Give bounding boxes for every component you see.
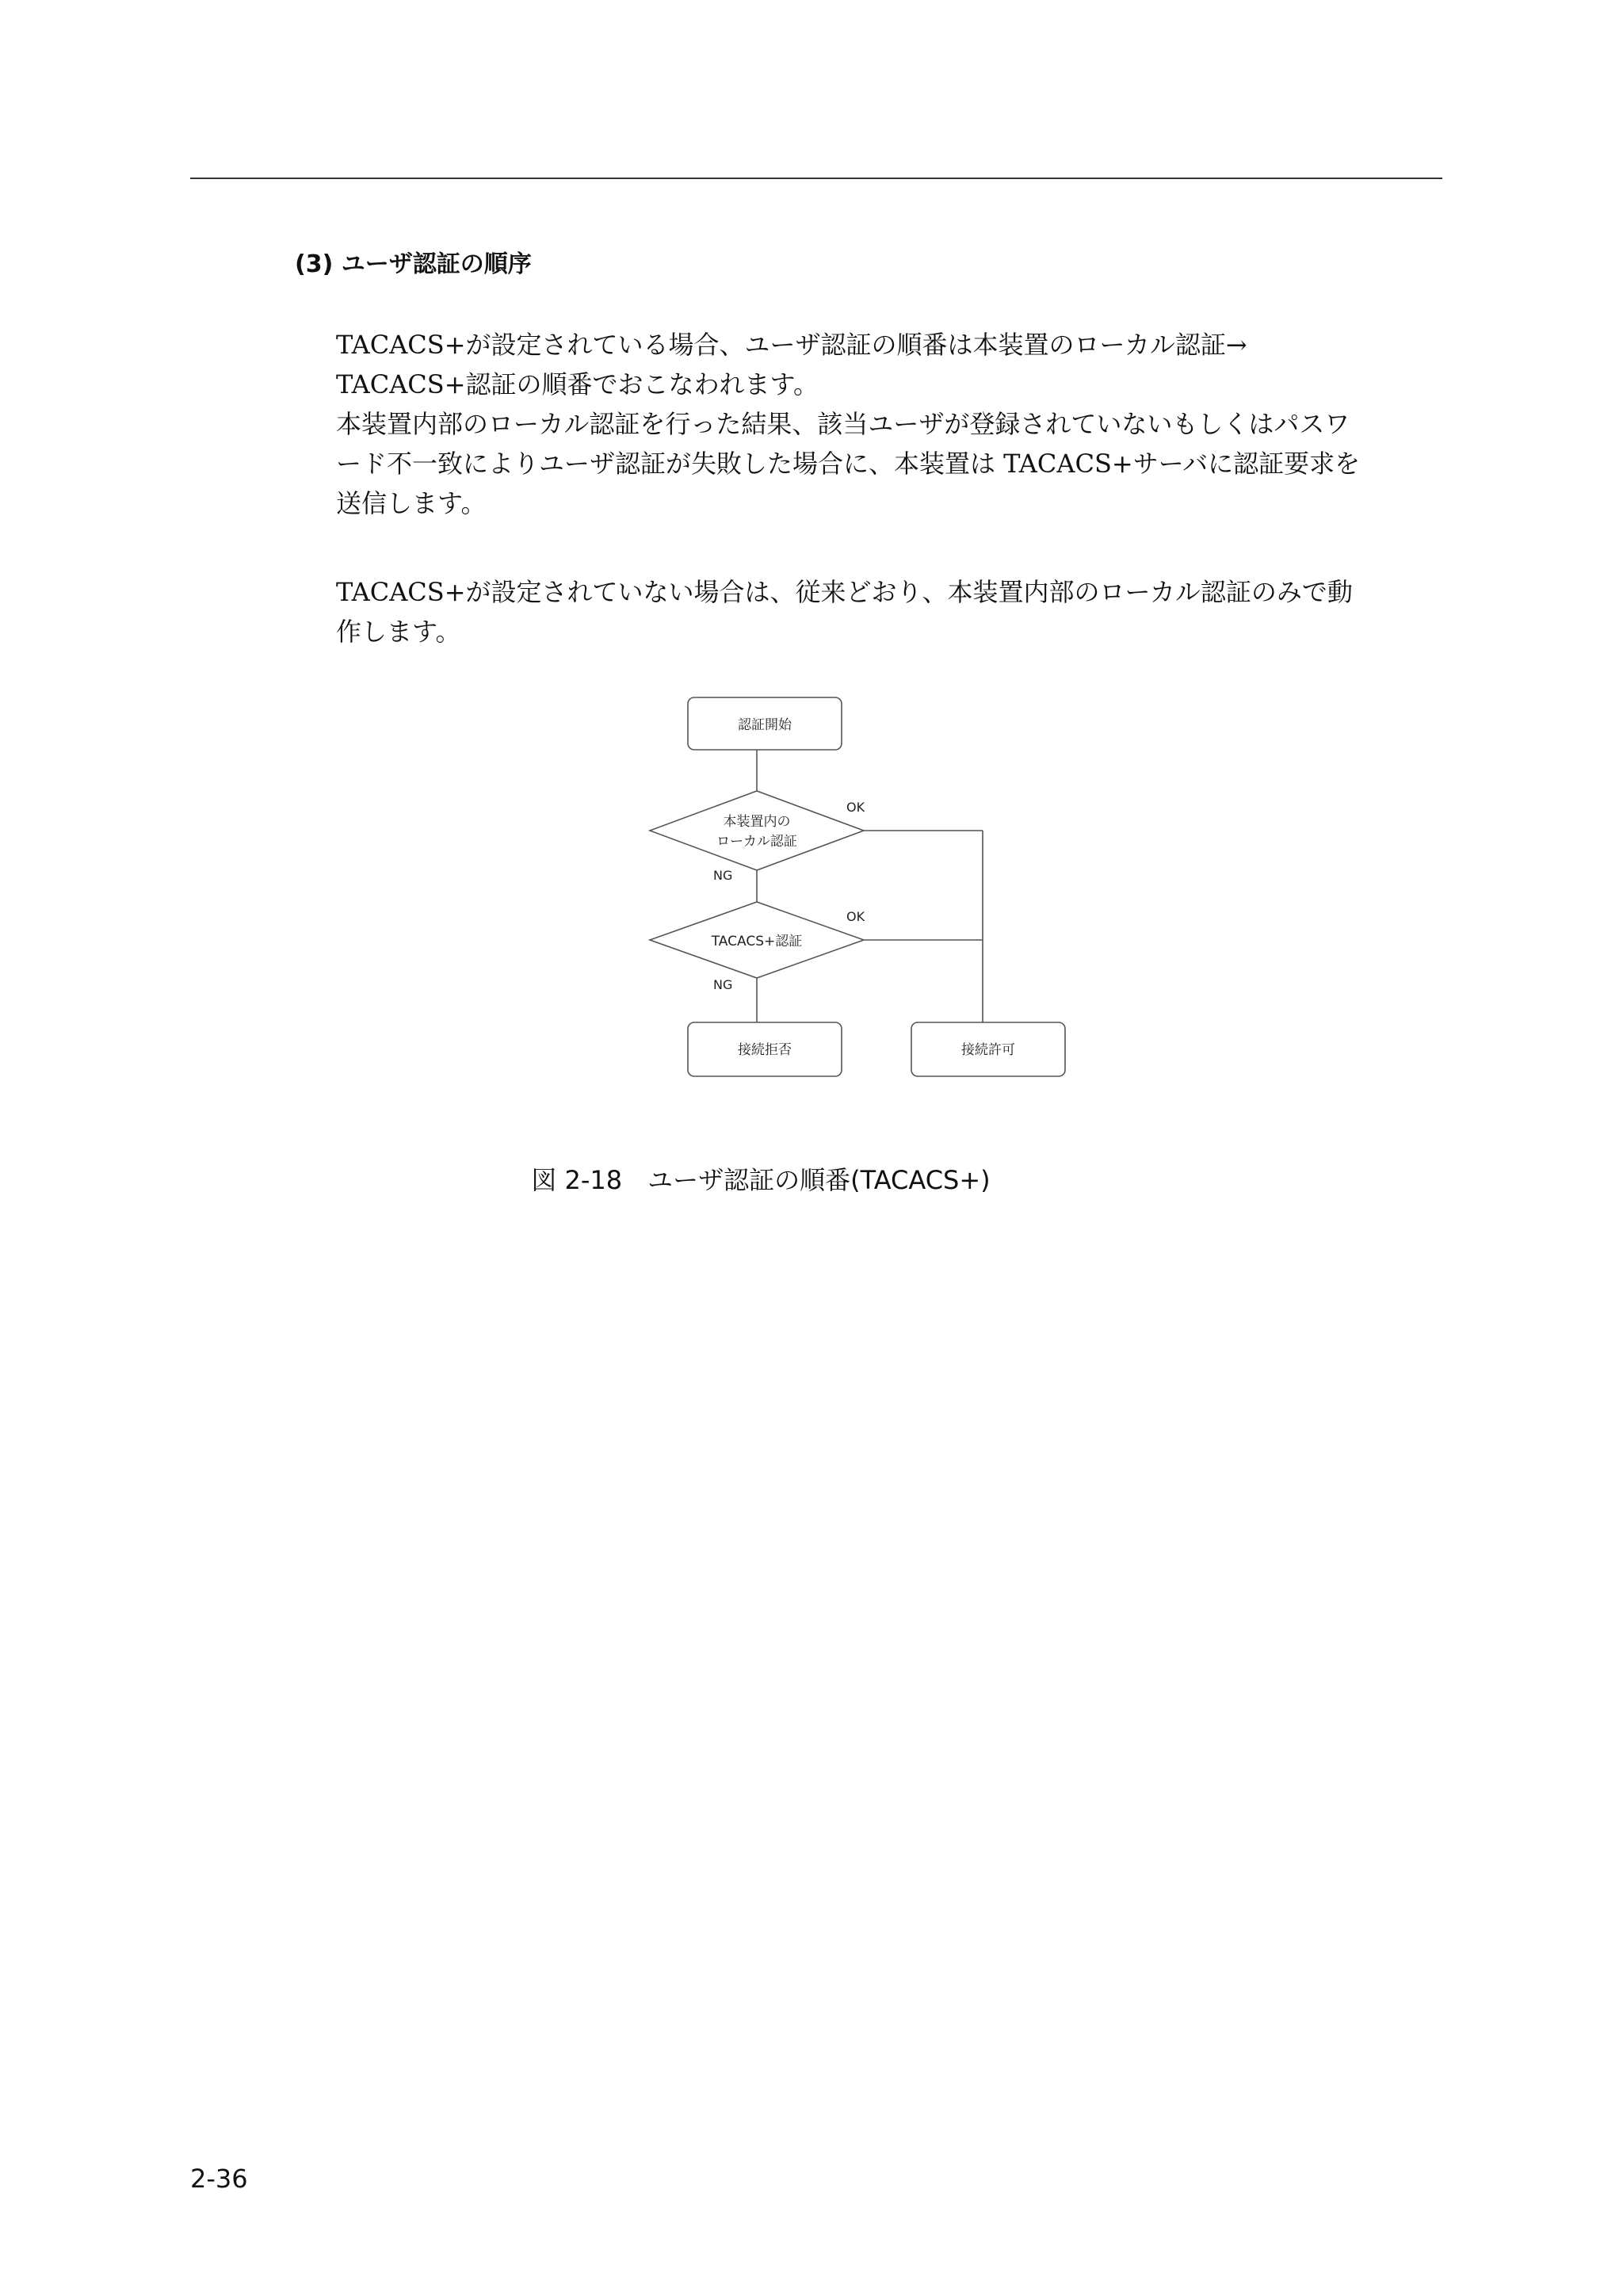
permit-label: 接続許可: [961, 1042, 1015, 1058]
tacacs-auth-label: TACACS+認証: [711, 934, 803, 949]
local-auth-label: 本装置内の: [723, 814, 791, 830]
local-auth-decision: [650, 791, 864, 870]
text-line: 送信します。: [336, 488, 487, 518]
reject-label: 接続拒否: [738, 1042, 792, 1058]
text-line: TACACS+認証の順番でおこなわれます。: [336, 369, 819, 399]
auth-flowchart: [634, 690, 1078, 1086]
figure-caption: 図 2-18 ユーザ認証の順番(TACACS+): [531, 1165, 991, 1195]
header-rule: [190, 178, 1442, 179]
start-label: 認証開始: [738, 717, 792, 733]
paragraph-tacacs-configured: [336, 325, 1445, 523]
ok-label: OK: [846, 909, 865, 924]
text-line: 作します。: [336, 617, 461, 647]
section-heading: (3) ユーザ認証の順序: [295, 250, 532, 278]
ng-label: NG: [713, 868, 733, 883]
text-line: ード不一致によりユーザ認証が失敗した場合に、本装置は TACACS+サーバに認証要求を: [336, 449, 1361, 479]
text-line: TACACS+が設定されている場合、ユーザ認証の順番は本装置のローカル認証→: [336, 330, 1247, 360]
text-line: TACACS+が設定されていない場合は、従来どおり、本装置内部のローカル認証のみで動: [336, 577, 1353, 607]
text-line: 本装置内部のローカル認証を行った結果、該当ユーザが登録されていないもしくはパスワ: [336, 409, 1350, 439]
paragraph-tacacs-not-configured: [336, 572, 1445, 651]
local-auth-label: ローカル認証: [716, 834, 797, 850]
ng-label: NG: [713, 977, 733, 992]
page-number: 2-36: [190, 2164, 248, 2194]
ok-label: OK: [846, 800, 865, 815]
